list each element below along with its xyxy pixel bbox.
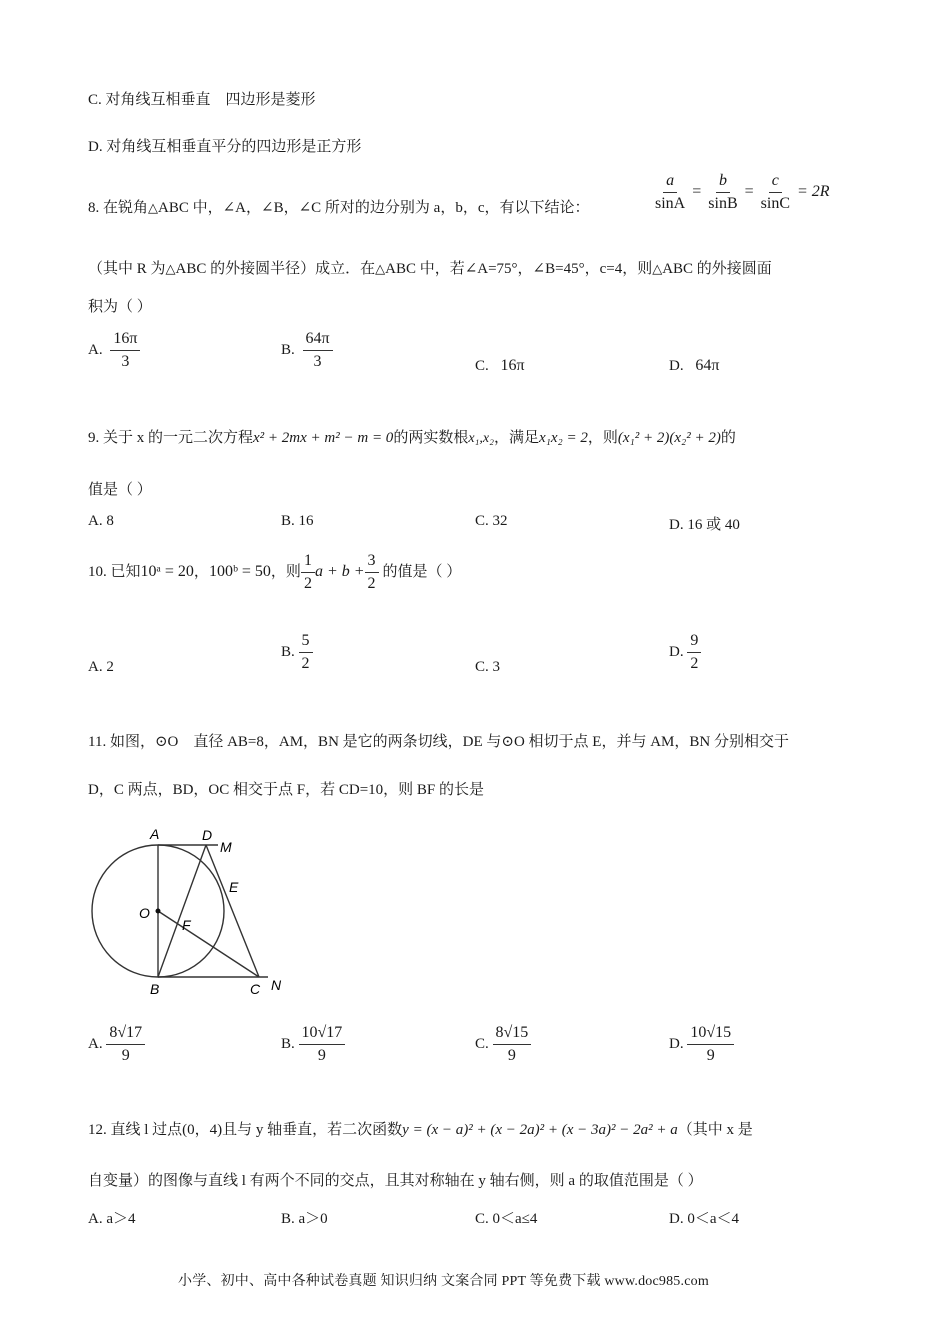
q9-option-d: D. 16 或 40 — [669, 517, 740, 533]
q10-condition-2: 100ᵇ = 50 — [208, 563, 271, 580]
q12-option-c: C. 0＜a≤4 — [475, 1211, 538, 1227]
q10-option-b: B. $\frac{5}{2}$ — [281, 632, 313, 673]
q9-option-b: B. 16 — [281, 513, 314, 529]
q7-option-d: D. 对角线互相垂直平分的四边形是正方形 — [88, 139, 362, 155]
q12-stem-line2: 自变量）的图像与直线 l 有两个不同的交点，且其对称轴在 y 轴右侧，则 a 的取值范围是（ ） — [88, 1173, 703, 1189]
q9-option-a: A. 8 — [88, 513, 114, 529]
label-m: M — [220, 839, 232, 855]
q10-condition-1: 10ᵃ = 20 — [140, 563, 194, 580]
q8-option-c: C. 16π — [475, 357, 525, 374]
q10-option-d: D. $\frac{9}{2}$ — [669, 632, 701, 673]
q10-option-c: C. 3 — [475, 659, 501, 675]
fraction: $\frac{8√17}{9}$ — [106, 1024, 145, 1065]
q11-stem-line1: 11. 如图，⊙O 直径 AB=8，AM，BN 是它的两条切线，DE 与⊙O 相切于点 E，并与 AM，BN 分别相交于 — [88, 734, 789, 750]
fraction: $\frac{16\pi}{3}$ — [110, 330, 140, 371]
label-a: A — [150, 826, 160, 842]
q9-expression: (x₁² + 2)(x₂² + 2) — [617, 430, 721, 446]
q8-option-b: B. $\frac{64\pi}{3}$ — [281, 330, 333, 371]
triangle-icon: △ — [148, 200, 159, 215]
q11-option-c: C. $\frac{8√15}{9}$ — [475, 1024, 531, 1065]
q8-stem-line1 — [88, 198, 589, 218]
q11-option-a: A. $\frac{8√17}{9}$ — [88, 1024, 145, 1065]
fraction: $\frac{8√15}{9}$ — [493, 1024, 532, 1065]
q12-option-b: B. a＞0 — [281, 1211, 328, 1227]
center-point-o — [156, 909, 161, 914]
label-e: E — [229, 879, 239, 895]
segment-bd — [158, 845, 206, 977]
q9-option-c: C. 32 — [475, 513, 508, 529]
page-footer: 小学、初中、高中各种试卷真题 知识归纳 文案合同 PPT 等免费下载 www.doc985.com — [178, 1274, 709, 1289]
q12-function: y = (x − a)² + (x − 2a)² + (x − 3a)² − 2a² + a — [402, 1122, 678, 1138]
triangle-icon: △ — [375, 261, 386, 276]
q10-stem: 10. 已知 10ᵃ = 20 ， 100ᵇ = 50 ，则 $\frac{1}{2}$ a + b + $\frac{3}{2}$ 的值是（ ） — [88, 551, 462, 592]
q8-option-a: A. $\frac{16\pi}{3}$ — [88, 330, 140, 371]
q12-option-a: A. a＞4 — [88, 1211, 136, 1227]
q9-stem-line2: 值是（ ） — [88, 482, 152, 498]
q11-option-b: B. $\frac{10√17}{9}$ — [281, 1024, 345, 1065]
q9-stem-line1: 9. 关于 x 的一元二次方程x² + 2mx + m² − m = 0的两实数根x₁,x₂，满足x₁x₂ = 2，则(x₁² + 2)(x₂² + 2)的 — [88, 430, 736, 446]
triangle-icon: △ — [165, 261, 176, 276]
fraction: $\frac{1}{2}$ — [301, 552, 315, 593]
q12-stem-line1: 12. 直线 l 过点(0，4)且与 y 轴垂直，若二次函数y = (x − a)² + (x − 2a)² + (x − 3a)² − 2a² + a（其中 x 是 — [88, 1122, 753, 1138]
q9-condition: x₁x₂ = 2 — [539, 430, 588, 446]
label-b: B — [150, 981, 160, 997]
label-o: O — [139, 905, 150, 921]
fraction: $\frac{10√17}{9}$ — [299, 1024, 346, 1065]
fraction: $\frac{3}{2}$ — [365, 552, 379, 593]
fraction: $\frac{10√15}{9}$ — [687, 1024, 734, 1065]
q8-stem-prefix: 8. 在锐角 — [88, 200, 149, 216]
fraction: $\frac{c}{\sin C}$ — [760, 172, 790, 212]
q7-option-c: C. 对角线互相垂直 四边形是菱形 — [88, 92, 316, 108]
segment-oc — [158, 911, 259, 977]
q11-stem-line2: D，C 两点，BD，OC 相交于点 F，若 CD=10，则 BF 的长是 — [88, 782, 485, 798]
q9-roots: x₁,x₂ — [468, 431, 494, 446]
label-d: D — [202, 827, 213, 843]
q9-equation: x² + 2mx + m² − m = 0 — [253, 430, 394, 446]
fraction: $\frac{a}{\sin A}$ — [655, 172, 686, 212]
q11-geometry-figure — [82, 822, 302, 1002]
fraction: $\frac{5}{2}$ — [299, 632, 313, 673]
fraction: $\frac{9}{2}$ — [687, 632, 701, 673]
tangent-dc — [206, 845, 259, 977]
q8-option-d: D. 64π — [669, 357, 720, 374]
triangle-icon: △ — [652, 261, 663, 276]
label-c: C — [250, 981, 261, 997]
q8-stem-line2: （其中 R 为△ABC 的外接圆半径）成立．在△ABC 中，若∠A=75°，∠B=45°，c=4，则△ABC 的外接圆面 — [88, 261, 772, 277]
q11-option-d: D. $\frac{10√15}{9}$ — [669, 1024, 734, 1065]
label-f: F — [182, 917, 191, 933]
fraction: $\frac{b}{\sin B}$ — [708, 172, 738, 212]
q8-sine-law-formula: $\frac{a}{\sin A}$ = $\frac{b}{\sin B}$ = $\frac{c}{\sin C}$ = 2R — [652, 172, 830, 213]
q10-option-a: A. 2 — [88, 659, 114, 675]
fraction: $\frac{64\pi}{3}$ — [303, 330, 333, 371]
q8-stem-line3: 积为（ ） — [88, 299, 152, 315]
q12-option-d: D. 0＜a＜4 — [669, 1211, 739, 1227]
q8-stem-suffix: ABC 中，∠A，∠B，∠C 所对的边分别为 a，b，c，有以下结论： — [158, 200, 590, 216]
label-n: N — [271, 977, 282, 993]
